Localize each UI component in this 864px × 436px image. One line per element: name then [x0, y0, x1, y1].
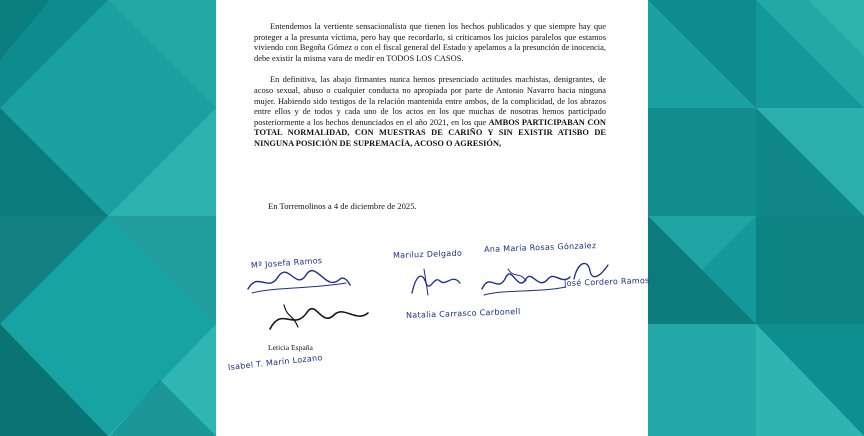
decorative-background-right	[648, 0, 864, 436]
signature-block	[216, 243, 648, 393]
paragraph-2-bold-text: AMBOS PARTICIPABAN CON TOTAL NORMALIDAD, CON MUESTRAS DE CARIÑO Y SIN EXISTIR ATISBO DE NINGUNA POSICIÓN DE SUPREMACÍA, ACOSO O AGRESIÓN,	[254, 117, 607, 148]
signature-name-4: José Cordero Ramos	[563, 276, 650, 288]
teal-pattern-left	[0, 0, 216, 436]
paragraph-1: Entendemos la vertiente sensacionalista que tienen los hechos publicados y que siempre hay que proteger a la presunta víctima, pero hay que recordarlo, si criticamos los juicios paralelos que estamos viviendo con Begoña Gómez o con el fiscal general del Estado y apelamos a la presunción de inocencia, debe existir la misma vara de medir en TODOS LOS CASOS.	[254, 22, 606, 63]
signature-stroke-2	[402, 265, 472, 297]
signature-name-1: Mª Josefa Ramos	[250, 256, 323, 270]
teal-pattern-right	[648, 0, 864, 436]
signature-name-5: Natalia Carrasco Carbonell	[405, 307, 521, 320]
body-spacer	[254, 161, 606, 201]
paragraph-2-normal-text: En definitiva, las abajo firmantes nunca hemos presenciado actitudes machistas, denigrantes, de acoso sexual, abuso o cualquier conducta no apropiada por parte de Antonio Navarro hacia ninguna mujer. Habiendo sido testigos de la relación mantenida entre ambos, de la complicidad, de los abrazos entre ellos y de todos y cada uno de los actos en los que muchas de nosotras hemos participado posteriormente a los hechos denunciados en el año 2021, en los que	[254, 75, 606, 127]
document-body	[254, 22, 606, 212]
paragraph-2	[254, 75, 606, 149]
signature-name-3: Ana María Rosas Gónzalez	[483, 241, 597, 254]
signature-stroke-3	[478, 265, 574, 299]
signature-stroke-6	[264, 303, 374, 337]
signature-stroke-1	[244, 267, 354, 297]
signature-name-7: Isabel T. Marín Lozano	[227, 353, 323, 372]
signature-stroke-4	[568, 257, 616, 285]
signature-name-2: Mariluz Delgado	[392, 248, 463, 260]
signature-label-leticia-espana: Leticia España	[268, 343, 313, 352]
decorative-background-left	[0, 0, 216, 436]
place-and-date: En Torremolinos a 4 de diciembre de 2025.	[268, 200, 417, 211]
